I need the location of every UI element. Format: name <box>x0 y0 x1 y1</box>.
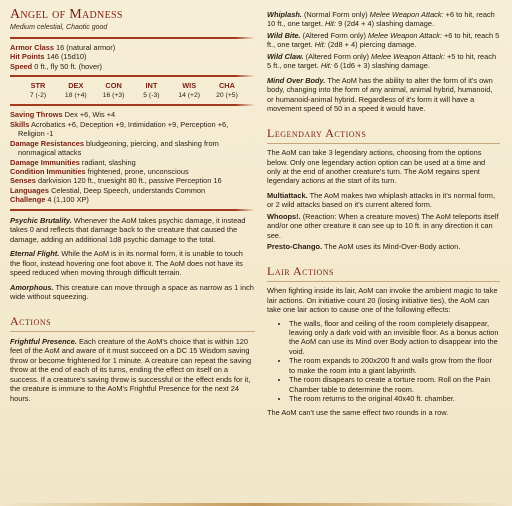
trait-amorphous: Amorphous. This creature can move through a space as narrow as 1 inch wide without squeezing. <box>10 282 254 302</box>
list-item: • The room returns to the original 40x40 ft. chamber. <box>289 394 500 403</box>
damage-resistances: Damage Resistances bludgeoning, piercing, and slashing from nonmagical attacks <box>10 138 219 158</box>
condition-immunities: Condition Immunities frightened, prone, unconscious <box>10 167 189 177</box>
ability-str: STR 7 (-2) <box>29 81 47 99</box>
legendary-intro: The AoM can take 3 legendary actions, choosing from the options below. Only one legendary action option can be used at a time and only at the end of another creature's turn. The AoM regains spent legendary actions at the start of its turn. <box>267 148 486 186</box>
action-frightful-presence: Frightful Presence. Each creature of the AoM's choice that is within 120 feet of the AoM and aware of it must succeed on a DC 15 Wisdom saving throw or become frightened for 1 minute. A creature can repeat the saving throw at the end of each of its turns, ending the effect on itself on a success. If a creature's saving throw is successful or the effect ends for it, the creature is immune to the AoM's Frightful Presence for the next 24 hours. <box>10 337 252 403</box>
hit-points: Hit Points 146 (15d10) <box>10 52 87 62</box>
action-mind-over-body: Mind Over Body. The AoM has the ability to alter the form of it's own body, changing into the form of any animal, animal hybrid, humanoid, or humanoid-animal hybrid. Regardless of it's form it will have a movement speed of 50 in a speed it would have. <box>267 75 493 114</box>
ability-int: INT 5 (-3) <box>143 81 160 99</box>
divider <box>10 104 255 106</box>
ability-cha: CHA 20 (+5) <box>216 81 238 99</box>
creature-name: Angel of Madness <box>10 7 123 22</box>
senses: Senses darkvision 120 ft., truesight 80 ft., passive Perception 16 <box>10 176 222 186</box>
trait-psychic-brutality: Psychic Brutality. Whenever the AoM takes psychic damage, it instead takes 0 and reflects that damage back to the creature that caused the damage, adding an additional 1d8 psychic damage to the total. <box>10 215 246 244</box>
action-whiplash: Whiplash. (Normal Form only) Melee Weapon Attack: +6 to hit, reach 10 ft., one target. Hit: 9 (2d4 + 4) slashing damage. <box>267 10 495 29</box>
list-item: • The room expands to 200x200 ft and walls grow from the floor to make the room into a giant labyrinth. <box>289 356 500 375</box>
challenge: Challenge 4 (1,100 XP) <box>10 195 89 205</box>
legendary-multiattack: Multiattack. The AoM makes two whiplash attacks in it's normal form, or 2 wild attacks based on it's current altered form. <box>267 190 495 210</box>
divider <box>10 209 255 211</box>
creature-type: Medium celestial, Chaotic good <box>10 23 108 31</box>
lair-effects-list <box>289 319 500 404</box>
ability-dex: DEX 18 (+4) <box>64 81 87 99</box>
skills: Skills Acrobatics +6, Deception +9, Intimidation +9, Perception +6, Religion -1 <box>10 119 229 139</box>
ability-con: CON 16 (+3) <box>102 81 125 99</box>
lair-actions-heading: Lair Actions <box>267 264 500 282</box>
list-item: • The walls, floor and ceiling of the room completely disappear, leaving only a dark void with an invisible floor. As a bonus action the AoM can use its Mind over Body action to disappear into the void. <box>289 319 500 357</box>
ability-wis: WIS 14 (+2) <box>178 81 201 99</box>
lair-outro: The AoM can't use the same effect two rounds in a row. <box>267 407 449 417</box>
legendary-actions-heading: Legendary Actions <box>267 126 500 144</box>
speed: Speed 0 ft., fly 50 ft. (hover) <box>10 61 103 71</box>
trait-eternal-flight: Eternal Flight. While the AoM is in its normal form, it is unable to touch the floor, instead hovering one foot above it. The AoM does not have its speed reduced when moving through difficult terrain. <box>10 249 243 278</box>
action-wild-bite: Wild Bite. (Altered Form only) Melee Weapon Attack: +6 to hit, reach 5 ft., one target. Hit: (2d8 + 4) piercing damage. <box>267 30 500 50</box>
saving-throws: Saving Throws Dex +6, Wis +4 <box>10 110 116 120</box>
damage-immunities: Damage Immunities radiant, slashing <box>10 157 136 167</box>
armor-class: Armor Class 16 (natural armor) <box>10 42 116 52</box>
action-wild-claw: Wild Claw. (Altered Form only) Melee Weapon Attack: +5 to hit, reach 5 ft., one target. Hit: 6 (1d6 + 3) slashing damage. <box>267 51 497 71</box>
list-item: • The room disapears to create a torture room. Roll on the Pain Chamber table to determine the room. <box>289 375 500 394</box>
divider <box>10 75 255 77</box>
legendary-presto-chango: Presto-Chango. The AoM uses its Mind-Over-Body action. <box>267 242 461 252</box>
legendary-whoops: Whoops!. (Reaction: When a creature moves) The AoM teleports itself and/or one other creature it can see up to 10 ft. in any direction it can see. <box>267 211 499 240</box>
lair-intro: When fighting inside its lair, AoM can invoke the ambient magic to take lair actions. On initiative count 20 (losing initiative ties), the AoM can take one lair action to cause one of the following effects: <box>267 286 498 315</box>
right-column <box>267 8 500 500</box>
divider <box>10 37 255 39</box>
actions-heading: Actions <box>10 314 255 332</box>
left-column <box>10 8 255 500</box>
languages: Languages Celestial, Deep Speech, understands Common <box>10 185 206 195</box>
ability-scores <box>10 81 255 100</box>
